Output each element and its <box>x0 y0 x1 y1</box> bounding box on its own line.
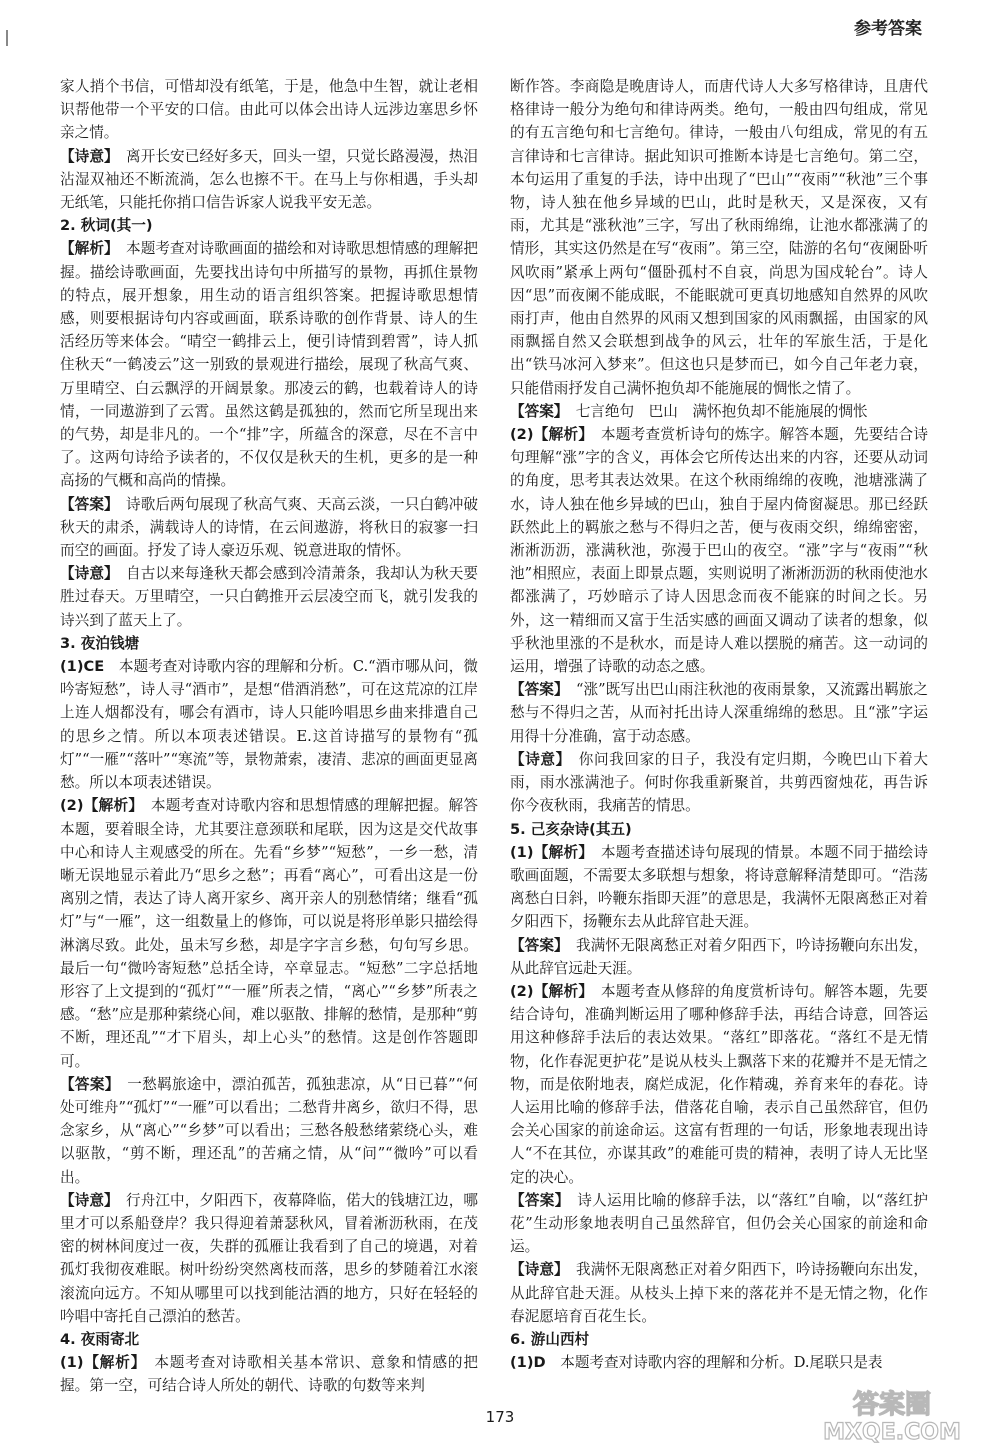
section-title: 2. 秋词(其一) <box>60 217 153 235</box>
page-number: 173 <box>485 1408 515 1426</box>
paragraph <box>60 794 478 1072</box>
paragraph <box>60 655 478 794</box>
section-title: 3. 夜泊钱塘 <box>60 634 140 652</box>
label-tag: 【诗意】 <box>510 1261 562 1279</box>
label-tag: 【答案】 <box>510 681 562 699</box>
label-tag: 【诗意】 <box>60 1191 112 1209</box>
paragraph <box>510 423 928 678</box>
watermark-text-top: 答案圈 <box>852 1390 932 1420</box>
paragraph <box>510 400 928 423</box>
paragraph-text: 本题考查赏析诗句的炼字。解答本题，先要结合诗句理解“涨”字的含义，再体会它所传达出来的内容，还要从动词的角度，思考其表达效果。在这个秋雨绵绵的夜晚，池塘涨满了水，诗人独在他乡异域的巴山，独自于屋内倚窗凝思。那已经跃跃然此上的羁旅之愁与不得归之苦，便与夜雨交织，绵绵密密，淅淅沥沥，涨满秋池，弥漫于巴山的夜空。“涨”字与“夜雨”“秋池”相照应，表面上即景点题，实则说明了淅淅沥沥的秋雨使池水都涨满了，巧妙暗示了诗人因思念而夜不能寐的时间之长。另外，这一精细而又富于生活实感的画面又调动了读者的想象，似乎秋池里涨的不是秋水，而是诗人难以摆脱的痛苦。这一动词的运用，增强了诗歌的动态之感。 <box>510 426 928 676</box>
paragraph <box>60 1189 478 1328</box>
label-tag: 【诗意】 <box>60 147 112 165</box>
section-title: 5. 己亥杂诗(其五) <box>510 820 632 838</box>
paragraph <box>510 980 928 1189</box>
paragraph-text: 本题考查描述诗句展现的情景。本题不同于描绘诗歌画面题，不需要太多联想与想象，将诗意解释清楚即可。“浩荡离愁白日斜，吟鞭东指即天涯”的意思是，我满怀无限离愁正对着夕阳西下，扬鞭东去从此辞官赴天涯。 <box>510 843 928 931</box>
paragraph <box>60 562 478 632</box>
paragraph-text: 一愁羁旅途中，漂泊孤苦，孤独悲凉，从“日已暮”“何处可维舟”“孤灯”“一雁”可以看出；二愁背井离乡，欲归不得，思念家乡，从“离心”“乡梦”可以看出；三愁各般愁绪萦绕心头，难以驱散，“剪不断，理还乱”的苦痛之情，从“问”“微吟”可以看出。 <box>60 1075 478 1186</box>
paragraph <box>510 934 928 980</box>
paragraph-text: 本题考查从修辞的角度赏析诗句。解答本题，先要结合诗句，准确判断运用了哪种修辞手法，再结合诗意，回答运用这种修辞手法后的表达效果。“落红”即落花。“落红不是无情物，化作春泥更护花”是说从枝头上飘落下来的花瓣并不是无情之物，而是依附地表，腐烂成泥，化作精魂，养育来年的春花。诗人运用比喻的修辞手法，借落花自喻，表示自己虽然辞官，但仍会关心国家的前途命运。这富有哲理的一句话，形象地表现出诗人“不在其位，亦谋其政”的难能可贵的精神，表明了诗人无比坚定的决心。 <box>510 982 928 1186</box>
paragraph-text: 我满怀无限离愁正对着夕阳西下，吟诗扬鞭向东出发，从此辞官远赴天涯。 <box>510 936 928 977</box>
label-tag: 【答案】 <box>60 1075 113 1093</box>
paragraph-text: 自古以来每逢秋天都会感到冷清萧条，我却认为秋天要胜过春天。万里晴空，一只白鹤推开云层凌空而飞，就引发我的诗兴到了蓝天上了。 <box>60 565 478 629</box>
section-title: 6. 游山西村 <box>510 1330 590 1348</box>
paragraph-text: 本题考查对诗歌画面的描绘和对诗歌思想情感的理解把握。描绘诗歌画面，先要找出诗句中所描写的景物，再抓住景物的特点，展开想象，用生动的语言组织答案。把握诗歌思想情感，则要根据诗句内容或画面，联系诗歌的创作背景、诗人的生活经历等来体会。“晴空一鹤排云上，便引诗情到碧霄”，诗人抓住秋天“一鹤凌云”这一别致的景观进行描绘，展现了秋高气爽、万里晴空、白云飘浮的开阔景象。那凌云的鹤，也载着诗人的诗情，一同遨游到了云霄。虽然这鹤是孤独的，然而它所呈现出来的气势，却是非凡的。一个“排”字，所蕴含的深意，尽在不言中了。这两句诗给予读者的，不仅仅是秋天的生机，更多的是一种高扬的气概和高尚的情操。 <box>60 240 478 490</box>
paragraph <box>510 1189 928 1259</box>
paragraph <box>60 237 478 492</box>
label-tag: 【诗意】 <box>60 565 112 583</box>
label-tag: (2)【解析】 <box>510 426 587 444</box>
section-title: 4. 夜雨寄北 <box>60 1330 140 1348</box>
label-tag: (1)D <box>510 1354 546 1372</box>
label-tag: 【解析】 <box>60 240 112 258</box>
paragraph <box>60 1073 478 1189</box>
paragraph <box>60 145 478 215</box>
label-tag: 【答案】 <box>510 1191 563 1209</box>
paragraph <box>510 678 928 748</box>
watermark-logo <box>800 1385 985 1445</box>
paragraph-text: “涨”既写出巴山雨注秋池的夜雨景象，又流露出羁旅之愁与不得归之苦，从而衬托出诗人深重绵绵的愁思。且“涨”字运用得十分准确，富于动态感。 <box>510 681 928 745</box>
label-tag: 【诗意】 <box>510 750 564 768</box>
paragraph <box>60 493 478 563</box>
label-tag: (1)【解析】 <box>510 843 587 861</box>
paragraph: 家人捎个书信，可惜却没有纸笔，于是，他急中生智，就让老相识帮他带一个平安的口信。由此可以体会出诗人远涉边塞思乡怀亲之情。 <box>60 78 478 142</box>
label-tag: (2)【解析】 <box>60 797 137 815</box>
paragraph-text: 你问我回家的日子，我没有定归期，今晚巴山下着大雨，雨水涨满池子。何时你我重新聚首，共剪西窗烛花，再告诉你今夜秋雨，我痛苦的情思。 <box>510 750 928 815</box>
paragraph-text: 本题考查对诗歌内容的理解和分析。D.尾联只是表 <box>560 1354 883 1372</box>
paragraph-text: 离开长安已经好多天，回头一望，只觉长路漫漫，热泪沾湿双袖还不断流淌，怎么也擦不干。在马上与你相遇，手头却无纸笔，只能托你捎口信告诉家人说我平安无恙。 <box>60 147 478 212</box>
paragraph-text: 诗人运用比喻的修辞手法，以“落红”自喻，以“落红护花”生动形象地表明自己虽然辞官，但仍会关心国家的前途和命运。 <box>510 1191 928 1256</box>
paragraph <box>510 841 928 934</box>
paragraph-text: 本题考查对诗歌相关基本常识、意象和情感的把握。第一空，可结合诗人所处的朝代、诗歌的句数等来判 <box>60 1354 478 1395</box>
page-header-title: 参考答案 <box>854 19 922 39</box>
label-tag: 【答案】 <box>510 402 562 420</box>
paragraph-text: 我满怀无限离愁正对着夕阳西下，吟诗扬鞭向东出发，从此辞官赴天涯。从枝头上掉下来的落花并不是无情之物，化作春泥愿培育百花生长。 <box>510 1261 928 1325</box>
paragraph-text: 本题考查对诗歌内容的理解和分析。C.“酒市哪从问，微吟寄短愁”，诗人寻“酒市”，是想“借酒消愁”，可在这荒凉的江岸上连人烟都没有，哪会有酒市，诗人只能吟唱思乡曲来排遣自己的思乡之情。所以本项表述错误。E.这首诗描写的景物有“孤灯”“一雁”“落叶”“寒流”等，景物萧索，凄清、悲凉的画面更显离愁。所以本项表述错误。 <box>60 658 478 792</box>
paragraph <box>510 1351 928 1374</box>
paragraph <box>510 748 928 818</box>
watermark-text-bottom: MXQE.COM <box>823 1420 961 1445</box>
paragraph-text: 七言绝句 巴山 满怀抱负却不能施展的惆怅 <box>575 402 868 420</box>
paragraph <box>510 1258 928 1328</box>
label-tag: 【答案】 <box>60 495 112 513</box>
paragraph-text: 诗歌后两句展现了秋高气爽、天高云淡，一只白鹤冲破秋天的肃杀，满载诗人的诗情，在云间遨游，将秋日的寂寥一扫而空的画面。抒发了诗人豪迈乐观、锐意进取的情怀。 <box>60 495 478 560</box>
paragraph: 断作答。李商隐是晚唐诗人，而唐代诗人大多写格律诗，且唐代格律诗一般分为绝句和律诗两类。绝句，一般由四句组成，常见的有五言绝句和七言绝句。律诗，一般由八句组成，常见的有五言律诗和七言律诗。据此知识可推断本诗是七言绝句。第二空，本句运用了重复的手法，诗中出现了“巴山”“夜雨”“秋池”三个事物，诗人独在他乡异域的巴山，此时是秋天，又是深夜，又有雨，尤其是“涨秋池”三字，写出了秋雨绵绵，让池水都涨满了的情形，其实这仍然是在写“夜雨”。第三空，陆游的名句“夜阑卧听风吹雨”紧承上两句“僵卧孤村不自哀，尚思为国戍轮台”。诗人因“思”而夜阑不能成眠，不能眠就可更真切地感知自然界的风吹雨打声，他由自然界的风雨又想到国家的风雨飘摇，由国家的风雨飘摇自然又会联想到战争的风云，壮年的军旅生活，于是化出“铁马冰河入梦来”。但这也只是梦而已，如今自己年老力衰，只能借雨抒发自己满怀抱负却不能施展的惆怅之情了。 <box>510 78 928 397</box>
label-tag: (2)【解析】 <box>510 982 587 1000</box>
left-column <box>60 75 478 1398</box>
paragraph <box>60 1351 478 1397</box>
right-column <box>510 75 928 1374</box>
label-tag: 【答案】 <box>510 936 562 954</box>
label-tag: (1)【解析】 <box>60 1354 139 1372</box>
label-tag: (1)CE <box>60 658 105 676</box>
page-edge-mark <box>6 30 12 46</box>
paragraph-text: 行舟江中，夕阳西下，夜幕降临，偌大的钱塘江边，哪里才可以系船登岸？我只得迎着萧瑟秋风，冒着淅沥秋雨，在茂密的树林间度过一夜，失群的孤雁让我看到了自己的境遇，对着孤灯我彻夜难眠。树叶纷纷突然离枝而落，思乡的梦随着江水滚滚流向远方。不知从哪里可以找到能沽酒的地方，只好在轻轻的吟唱中寄托自己漂泊的愁苦。 <box>60 1191 478 1325</box>
paragraph-text: 本题考查对诗歌内容和思想情感的理解把握。解答本题，要着眼全诗，尤其要注意颈联和尾联，因为这是交代故事中心和诗人主观感受的所在。先看“乡梦”“短愁”，一乡一愁，清晰无误地显示着此乃“思乡之愁”；再看“离心”，可看出这是一份离别之情，表达了诗人离开家乡、离开亲人的别愁情绪；继看“孤灯”与“一雁”，这一组数量上的修饰，可以说是将形单影只描绘得淋漓尽致。此处，虽未写乡愁，却是字字言乡愁，句句写乡思。最后一句“微吟寄短愁”总括全诗，卒章显志。“短愁”二字总括地形容了上文提到的“孤灯”“一雁”所表之情，“离心”“乡梦”所表之感。“愁”应是那种萦绕心间，难以驱散、排解的愁情，是那种“剪不断，理还乱”“才下眉头，却上心头”的愁情。这是创作答题即可。 <box>60 797 478 1070</box>
